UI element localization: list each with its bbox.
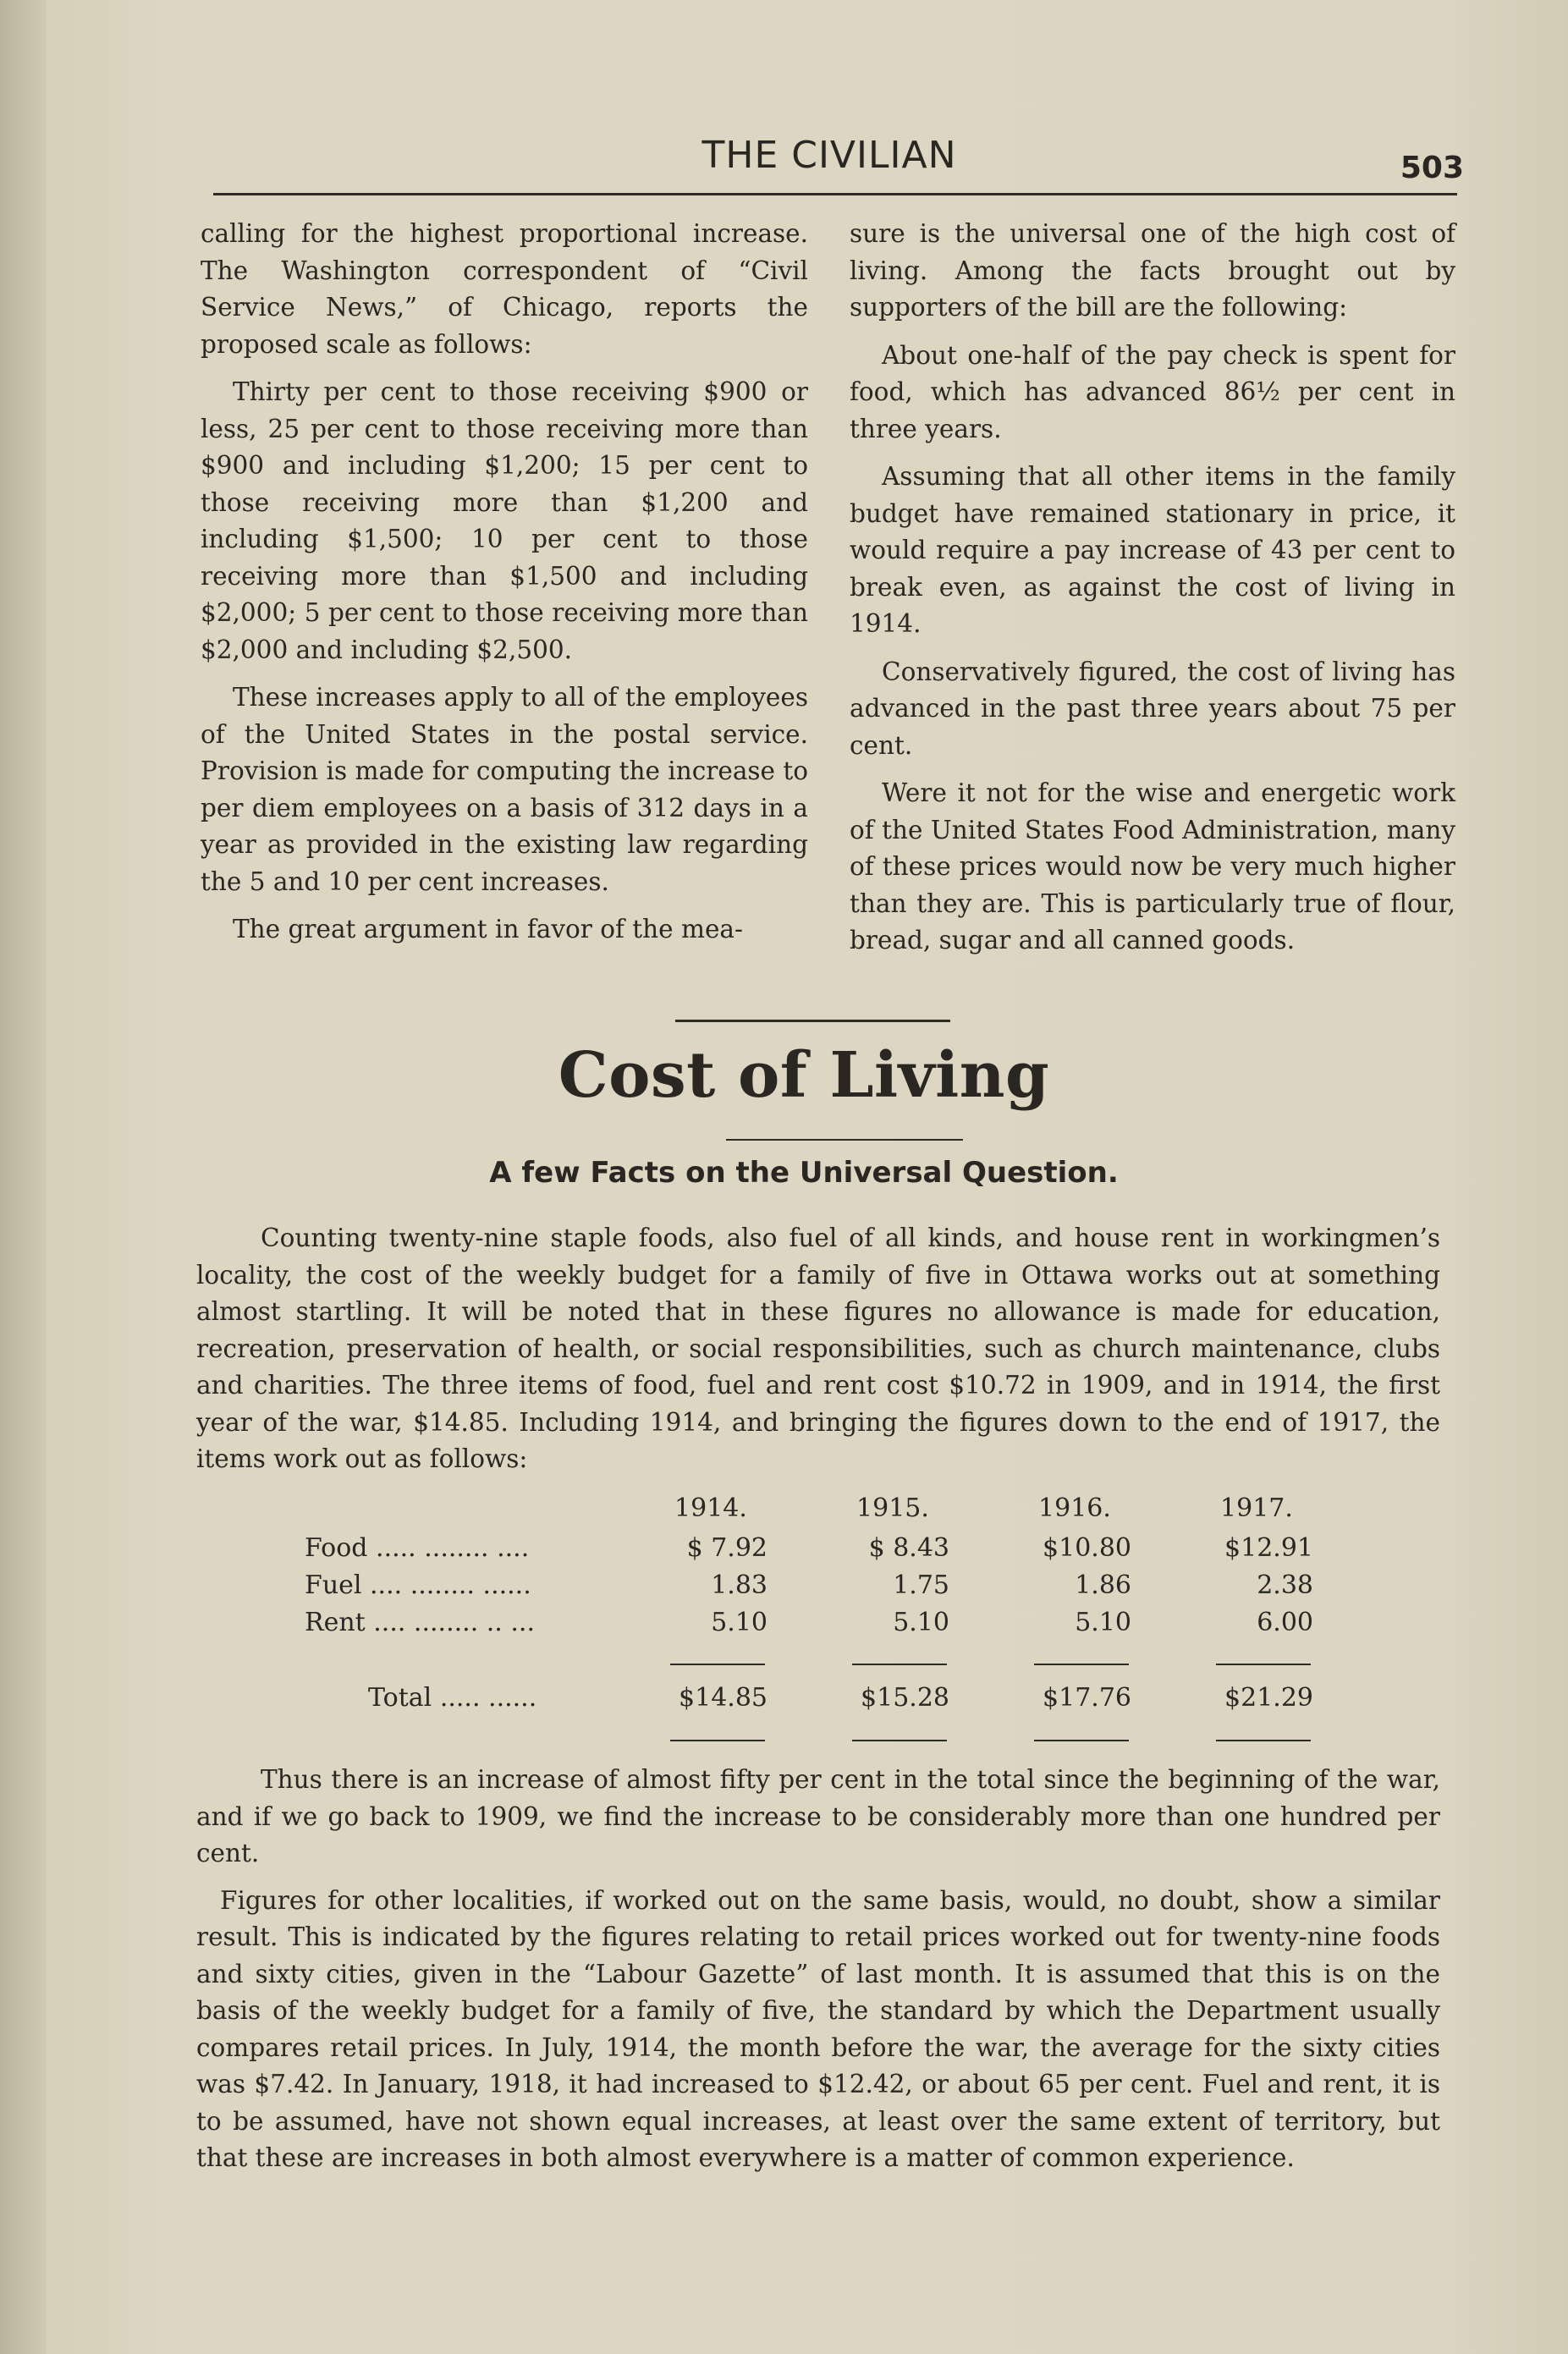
year-header: 1916. bbox=[1038, 1493, 1111, 1523]
sum-rule bbox=[1034, 1664, 1129, 1665]
table-header-row bbox=[305, 1493, 1320, 1531]
total-rule bbox=[670, 1740, 765, 1741]
right-paragraph: sure is the universal one of the high cost of living. Among the facts brought out by supporters of the bill are the following: bbox=[850, 219, 1455, 322]
table-cell: $10.80 bbox=[1043, 1533, 1131, 1563]
left-column bbox=[201, 216, 808, 960]
table-cell: 5.10 bbox=[1075, 1608, 1131, 1637]
total-cell: $21.29 bbox=[1224, 1683, 1313, 1713]
table-cell: 2.38 bbox=[1257, 1570, 1313, 1600]
sum-rule bbox=[852, 1664, 947, 1665]
right-paragraph: Were it not for the wise and energetic work of the United States Food Administration, many of these prices would now be very much higher than they are. This is particularly true of flour, bread, sugar and all canned goods. bbox=[850, 778, 1455, 954]
table-cell: 1.83 bbox=[711, 1570, 767, 1600]
article-conclusion bbox=[196, 1762, 1440, 2177]
left-paragraph: calling for the highest proportional increase. The Washington correspondent of “Civil Service News,” of Chicago, reports the proposed scale as follows: bbox=[201, 219, 808, 359]
right-paragraph: Conservatively figured, the cost of living has advanced in the past three years about 75 per cent. bbox=[850, 657, 1455, 760]
table-total-row bbox=[305, 1683, 1320, 1720]
total-cell: $14.85 bbox=[679, 1683, 767, 1713]
year-header: 1914. bbox=[674, 1493, 747, 1523]
row-label: Fuel .... ........ ...... bbox=[305, 1570, 531, 1600]
intro-paragraph: Counting twenty-nine staple foods, also fuel of all kinds, and house rent in workingmen’s locality, the cost of the weekly budget for a family of five in Ottawa works out at something almost startling. It will be noted that in these figures no allowance is made for education, recreation, preservation of health, or social responsibilities, such as church maintenance, clubs and charities. The three items of food, fuel and rent cost $10.72 in 1909, and in 1914, the first year of the war, $14.85. Including 1914, and bringing the figures down to the end of 1917, the items work out as follows: bbox=[196, 1224, 1440, 1473]
table-cell: $ 7.92 bbox=[686, 1533, 767, 1563]
total-cell: $17.76 bbox=[1043, 1683, 1131, 1713]
right-column bbox=[850, 216, 1455, 971]
table-cell: 1.86 bbox=[1075, 1570, 1131, 1600]
header-rule bbox=[213, 193, 1457, 195]
row-label: Food ..... ........ .... bbox=[305, 1533, 530, 1563]
table-cell: $12.91 bbox=[1224, 1533, 1313, 1563]
table-row bbox=[305, 1533, 1320, 1570]
sum-rule bbox=[670, 1664, 765, 1665]
table-cell: $ 8.43 bbox=[868, 1533, 949, 1563]
article-intro bbox=[196, 1220, 1440, 1478]
total-cell: $15.28 bbox=[861, 1683, 949, 1713]
total-label: Total ..... ...... bbox=[368, 1683, 537, 1713]
running-header: THE CIVILIAN bbox=[701, 134, 957, 177]
left-paragraph: These increases apply to all of the employees of the United States in the postal service. Provision is made for computing the increase to per diem employees on a basis of 312 days in a year as provided in the existing law regarding the 5 and 10 per cent increases. bbox=[201, 683, 808, 896]
conclusion-paragraph: Thus there is an increase of almost fifty per cent in the total since the beginning of the war, and if we go back to 1909, we find the increase to be considerably more than one hundred per cent. bbox=[196, 1765, 1440, 1867]
year-header: 1915. bbox=[856, 1493, 929, 1523]
year-header: 1917. bbox=[1220, 1493, 1293, 1523]
table-row bbox=[305, 1570, 1320, 1608]
table-cell: 6.00 bbox=[1257, 1608, 1313, 1637]
sum-rule bbox=[1216, 1664, 1311, 1665]
article-subtitle: A few Facts on the Universal Question. bbox=[489, 1156, 1119, 1190]
table-row bbox=[305, 1608, 1320, 1645]
total-rule bbox=[1216, 1740, 1311, 1741]
table-cell: 5.10 bbox=[711, 1608, 767, 1637]
right-paragraph: Assuming that all other items in the family budget have remained stationary in price, it would require a pay increase of 43 per cent to break even, as against the cost of living in 1914. bbox=[850, 462, 1455, 638]
table-cell: 1.75 bbox=[893, 1570, 949, 1600]
article-title: Cost of Living bbox=[558, 1039, 1050, 1112]
conclusion-paragraph: Figures for other localities, if worked out on the same basis, would, no doubt, show a similar result. This is indicated by the figures relating to retail prices worked out for twenty-nine foods and sixty cities, given in the “Labour Gazette” of last month. It is assumed that this is on the basis of the weekly budget for a family of five, the standard by which the Department usually compares retail prices. In July, 1914, the month before the war, the average for the sixty cities was $7.42. In January, 1918, it had increased to $12.42, or about 65 per cent. Fuel and rent, it is to be assumed, have not shown equal increases, at least over the same extent of territory, but that these are increases in both almost everywhere is a matter of common experience. bbox=[196, 1885, 1440, 2172]
row-label: Rent .... ........ .. ... bbox=[305, 1608, 535, 1637]
left-paragraph: Thirty per cent to those receiving $900 or less, 25 per cent to those receiving more than $900 and including $1,200; 15 per cent to those receiving more than $1,200 and including $1,500; 10 per cent to those receiving more than $1,500 and including $2,000; 5 per cent to those receiving more than $2,000 and including $2,500. bbox=[201, 377, 808, 664]
page-binding-edge bbox=[0, 0, 47, 2354]
title-rule bbox=[726, 1139, 963, 1141]
page-number: 503 bbox=[1400, 151, 1464, 185]
section-divider bbox=[675, 1020, 950, 1022]
table-cell: 5.10 bbox=[893, 1608, 949, 1637]
total-rule bbox=[852, 1740, 947, 1741]
right-paragraph: About one-half of the pay check is spent for food, which has advanced 86½ per cent in three years. bbox=[850, 340, 1455, 443]
left-paragraph: The great argument in favor of the mea- bbox=[233, 915, 743, 943]
total-rule bbox=[1034, 1740, 1129, 1741]
